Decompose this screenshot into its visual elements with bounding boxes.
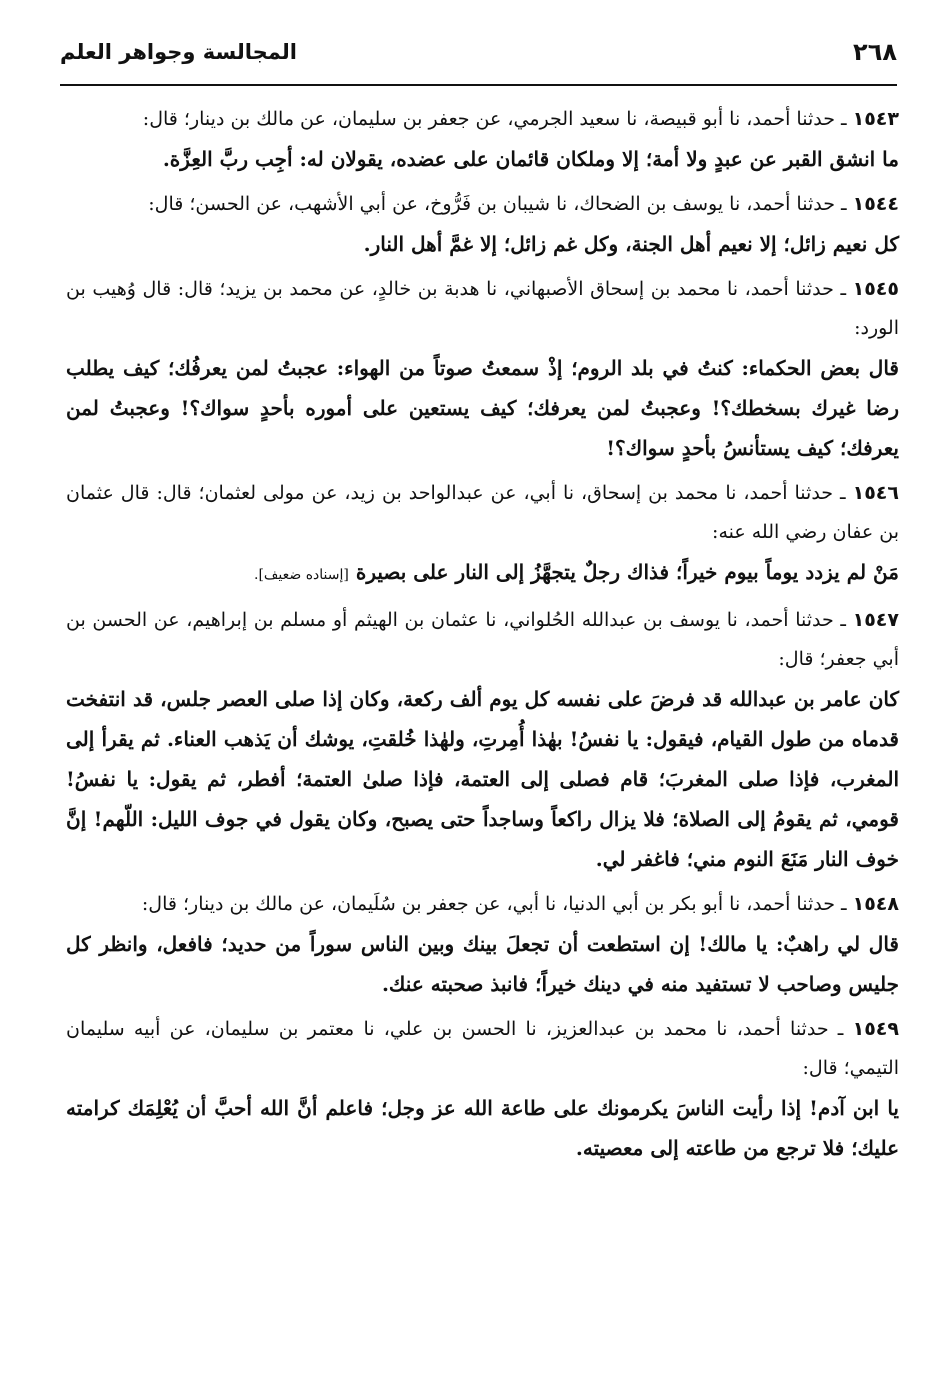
hadith-entry-1548 [66, 885, 899, 1004]
header-divider [60, 84, 897, 86]
matn-text: كان عامر بن عبدالله قد فرضَ على نفسه كل يوم ألف ركعة، وكان إذا صلى العصر جلس، قد انتفخت قدماه من طول القيام، فيقول: يا نفسُ! بهٰذا أُمِرتِ، ولهٰذا خُلقتِ، يوشك أن يَذهب العناء. ثم يقرأ إلى المغرب، فإذا صلى المغربَ؛ قام فصلى إلى العتمة، فإذا صلىٰ العتمة؛ أفطر، ثم يقول: يا نفسُ! قومي، ثم يقومُ إلى الصلاة؛ فلا يزال راكعاً وساجداً حتى يصبح، وكان يقول في جوف الليل: اللّهم! إنَّ خوف النار مَنَعَ النوم مني؛ فاغفر لي. [66, 687, 899, 871]
isnad-text: ـ حدثنا أحمد، نا محمد بن عبدالعزيز، نا الحسن بن علي، نا معتمر بن سليمان، عن أبيه سليمان التيمي؛ قال: [66, 1018, 899, 1079]
hadith-entry-1545 [66, 270, 899, 468]
isnad-text: ـ حدثنا أحمد، نا محمد بن إسحاق، نا أبي، عن عبدالواحد بن زيد، عن مولى لعثمان؛ قال: قال عثمان بن عفان رضي الله عنه: [66, 482, 899, 543]
running-title: المجالسة وجواهر العلم [60, 40, 297, 64]
isnad-text: ـ حدثنا أحمد، نا أبو بكر بن أبي الدنيا، نا أبي، عن جعفر بن سُلَيمان، عن مالك بن دينار؛ قال: [141, 893, 847, 915]
isnad-text: ـ حدثنا أحمد، نا يوسف بن الضحاك، نا شيبان بن فَرُّوخ، عن أبي الأشهب، عن الحسن؛ قال: [148, 193, 847, 215]
entry-number: ١٥٤٩ [852, 1018, 899, 1040]
grading-note: [إسناده ضعيف]. [254, 567, 349, 583]
matn-text: قال لي راهبٌ: يا مالك! إن استطعت أن تجعلَ بينك وبين الناس سوراً من حديد؛ فافعل، وانظر كل جليس وصاحب لا تستفيد منه في دينك خيراً؛ فانبذ صحبته عنك. [66, 932, 899, 996]
isnad-paragraph [66, 1010, 899, 1088]
entry-number: ١٥٤٣ [852, 108, 899, 130]
isnad-text: ـ حدثنا أحمد، نا يوسف بن عبدالله الحُلواني، نا عثمان بن الهيثم أو مسلم بن إبراهيم، عن الحسن بن أبي جعفر؛ قال: [66, 609, 899, 670]
matn-text: يا ابن آدم! إذا رأيت الناسَ يكرمونك على طاعة الله عز وجل؛ فاعلم أنَّ الله أحبَّ أن يُعْلِمَك كرامته عليك؛ فلا ترجع من طاعته إلى معصيته. [66, 1096, 899, 1160]
entry-number: ١٥٤٧ [852, 609, 899, 631]
matn-text: ما انشق القبر عن عبدٍ ولا أمة؛ إلا وملكان قائمان على عضده، يقولان له: أجِب ربَّ العِزَّة. [162, 147, 899, 171]
hadith-entry-1546 [66, 474, 899, 595]
matn-text: قال بعض الحكماء: كنتُ في بلد الروم؛ إذْ سمعتُ صوتاً من الهواء: عجبتُ لمن يعرفُك؛ كيف يطلب رضا غيرك بسخطك؟! وعجبتُ لمن يعرفك؛ كيف يستعين على أموره بأحدٍ سواك؟! وعجبتُ لمن يعرفك؛ كيف يستأنسُ بأحدٍ سواك؟! [66, 356, 899, 460]
hadith-entry-1544 [66, 185, 899, 264]
entry-number: ١٥٤٦ [852, 482, 899, 504]
page-number: ٢٦٨ [853, 38, 897, 66]
isnad-paragraph [66, 474, 899, 552]
hadith-entry-1547 [66, 601, 899, 879]
entry-number: ١٥٤٤ [852, 193, 899, 215]
isnad-paragraph [66, 100, 899, 139]
isnad-text: ـ حدثنا أحمد، نا أبو قبيصة، نا سعيد الجرمي، عن جعفر بن سليمان، عن مالك بن دينار؛ قال: [142, 108, 847, 130]
isnad-paragraph [66, 601, 899, 679]
isnad-paragraph [66, 270, 899, 348]
matn-text: كل نعيم زائل؛ إلا نعيم أهل الجنة، وكل غم زائل؛ إلا غمَّ أهل النار. [363, 232, 899, 256]
isnad-text: ـ حدثنا أحمد، نا محمد بن إسحاق الأصبهاني، نا هدبة بن خالدٍ، عن محمد بن يزيد؛ قال: قال وُهيب بن الورد: [66, 278, 899, 339]
hadith-entry-1549 [66, 1010, 899, 1168]
page-header [60, 38, 897, 78]
matn-text: مَنْ لم يزدد يوماً بيوم خيراً؛ فذاك رجلٌ يتجهَّزُ إلى النار على بصيرة [355, 560, 899, 584]
isnad-paragraph [66, 185, 899, 224]
entry-number: ١٥٤٥ [852, 278, 899, 300]
entry-number: ١٥٤٨ [852, 893, 899, 915]
isnad-paragraph [66, 885, 899, 924]
matn-paragraph [66, 552, 899, 595]
hadith-entry-1543 [66, 100, 899, 179]
page-body [66, 100, 899, 1174]
